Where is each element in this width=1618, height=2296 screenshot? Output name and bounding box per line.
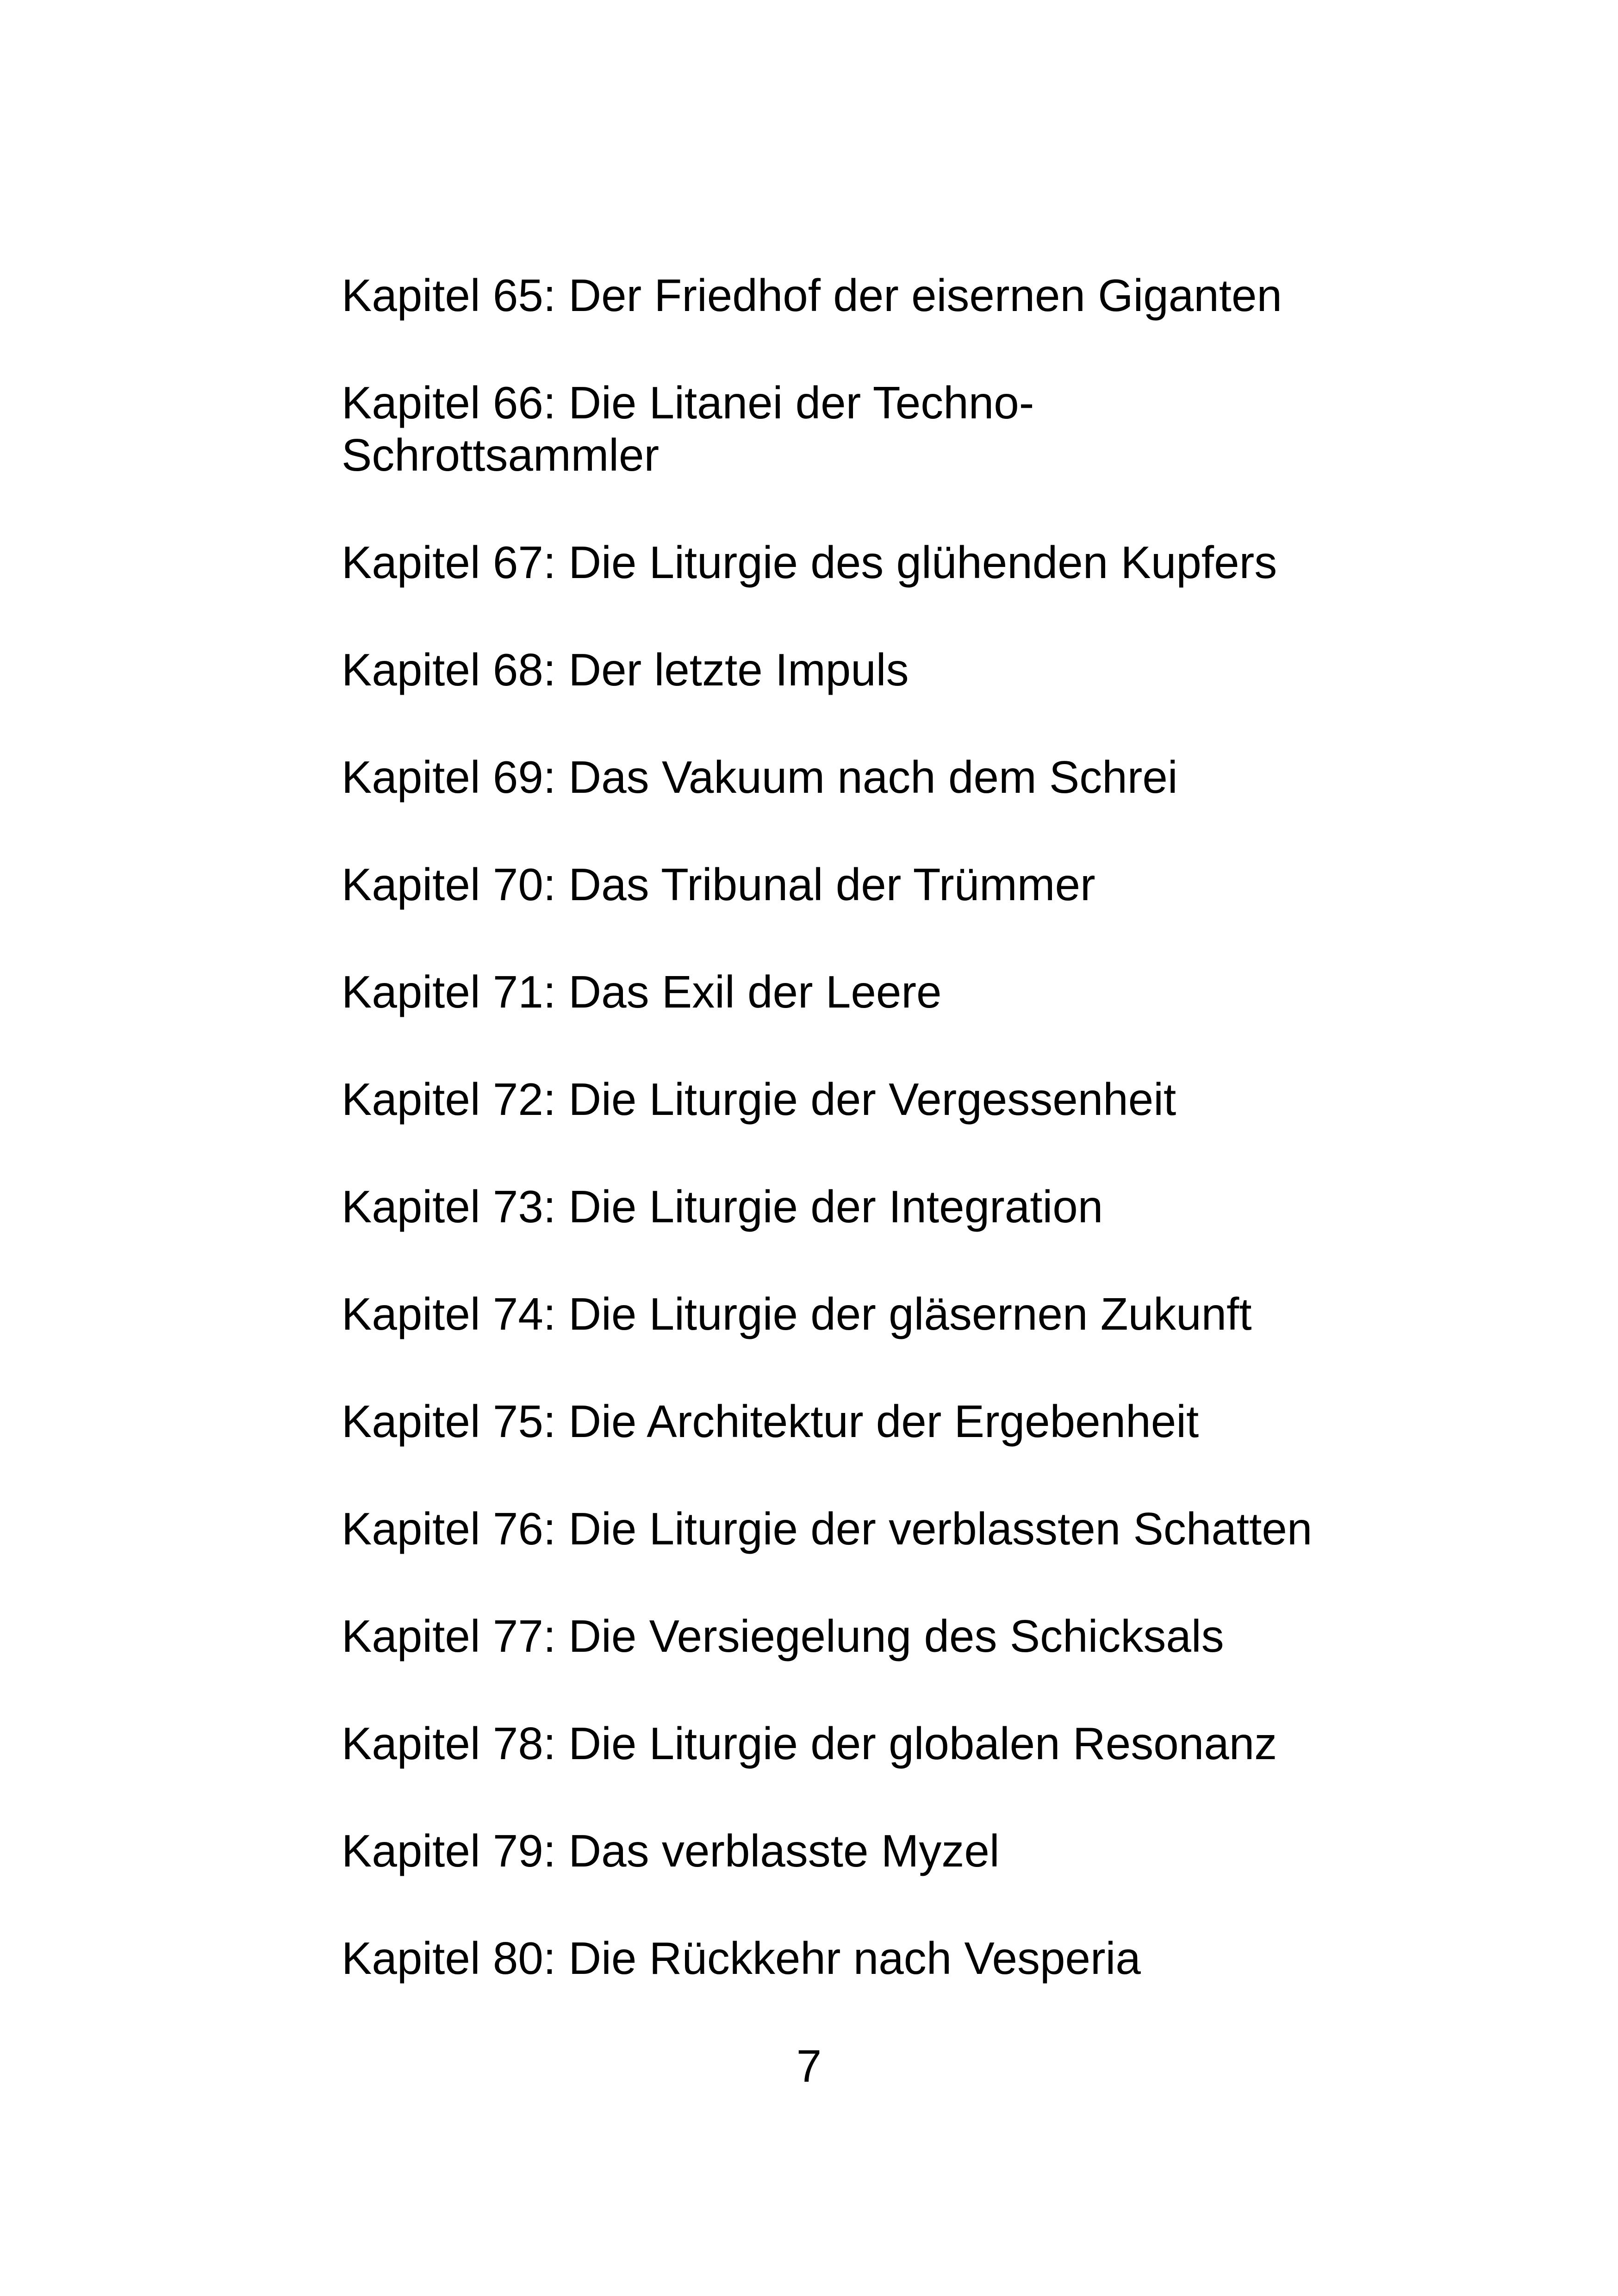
toc-entry-chapter-67: Kapitel 67: Die Liturgie des glühenden Kupfers [342,537,1277,588]
table-of-contents [342,269,1360,2040]
toc-entry-chapter-78: Kapitel 78: Die Liturgie der globalen Resonanz [342,1718,1277,1769]
toc-entry-chapter-70: Kapitel 70: Das Tribunal der Trümmer [342,859,1095,910]
toc-entry-chapter-73: Kapitel 73: Die Liturgie der Integration [342,1181,1103,1232]
toc-entry-chapter-79: Kapitel 79: Das verblasste Myzel [342,1825,1000,1876]
toc-entry-chapter-65: Kapitel 65: Der Friedhof der eisernen Giganten [342,270,1282,321]
toc-entry-chapter-74: Kapitel 74: Die Liturgie der gläsernen Zukunft [342,1288,1252,1339]
toc-entry-chapter-77: Kapitel 77: Die Versiegelung des Schicksals [342,1611,1224,1661]
page-number: 7 [796,2041,822,2091]
toc-entry-chapter-68: Kapitel 68: Der letzte Impuls [342,644,909,695]
toc-entry-chapter-69: Kapitel 69: Das Vakuum nach dem Schrei [342,752,1178,803]
toc-entry-chapter-71: Kapitel 71: Das Exil der Leere [342,966,942,1017]
toc-entry-chapter-76: Kapitel 76: Die Liturgie der verblassten Schatten [342,1503,1313,1554]
toc-entry-chapter-75: Kapitel 75: Die Architektur der Ergebenheit [342,1396,1199,1447]
toc-entry-chapter-66: Kapitel 66: Die Litanei der Techno-Schrottsammler [342,377,1034,480]
toc-entry-chapter-80: Kapitel 80: Die Rückkehr nach Vesperia [342,1933,1141,1984]
toc-entry-chapter-72: Kapitel 72: Die Liturgie der Vergessenheit [342,1074,1176,1125]
